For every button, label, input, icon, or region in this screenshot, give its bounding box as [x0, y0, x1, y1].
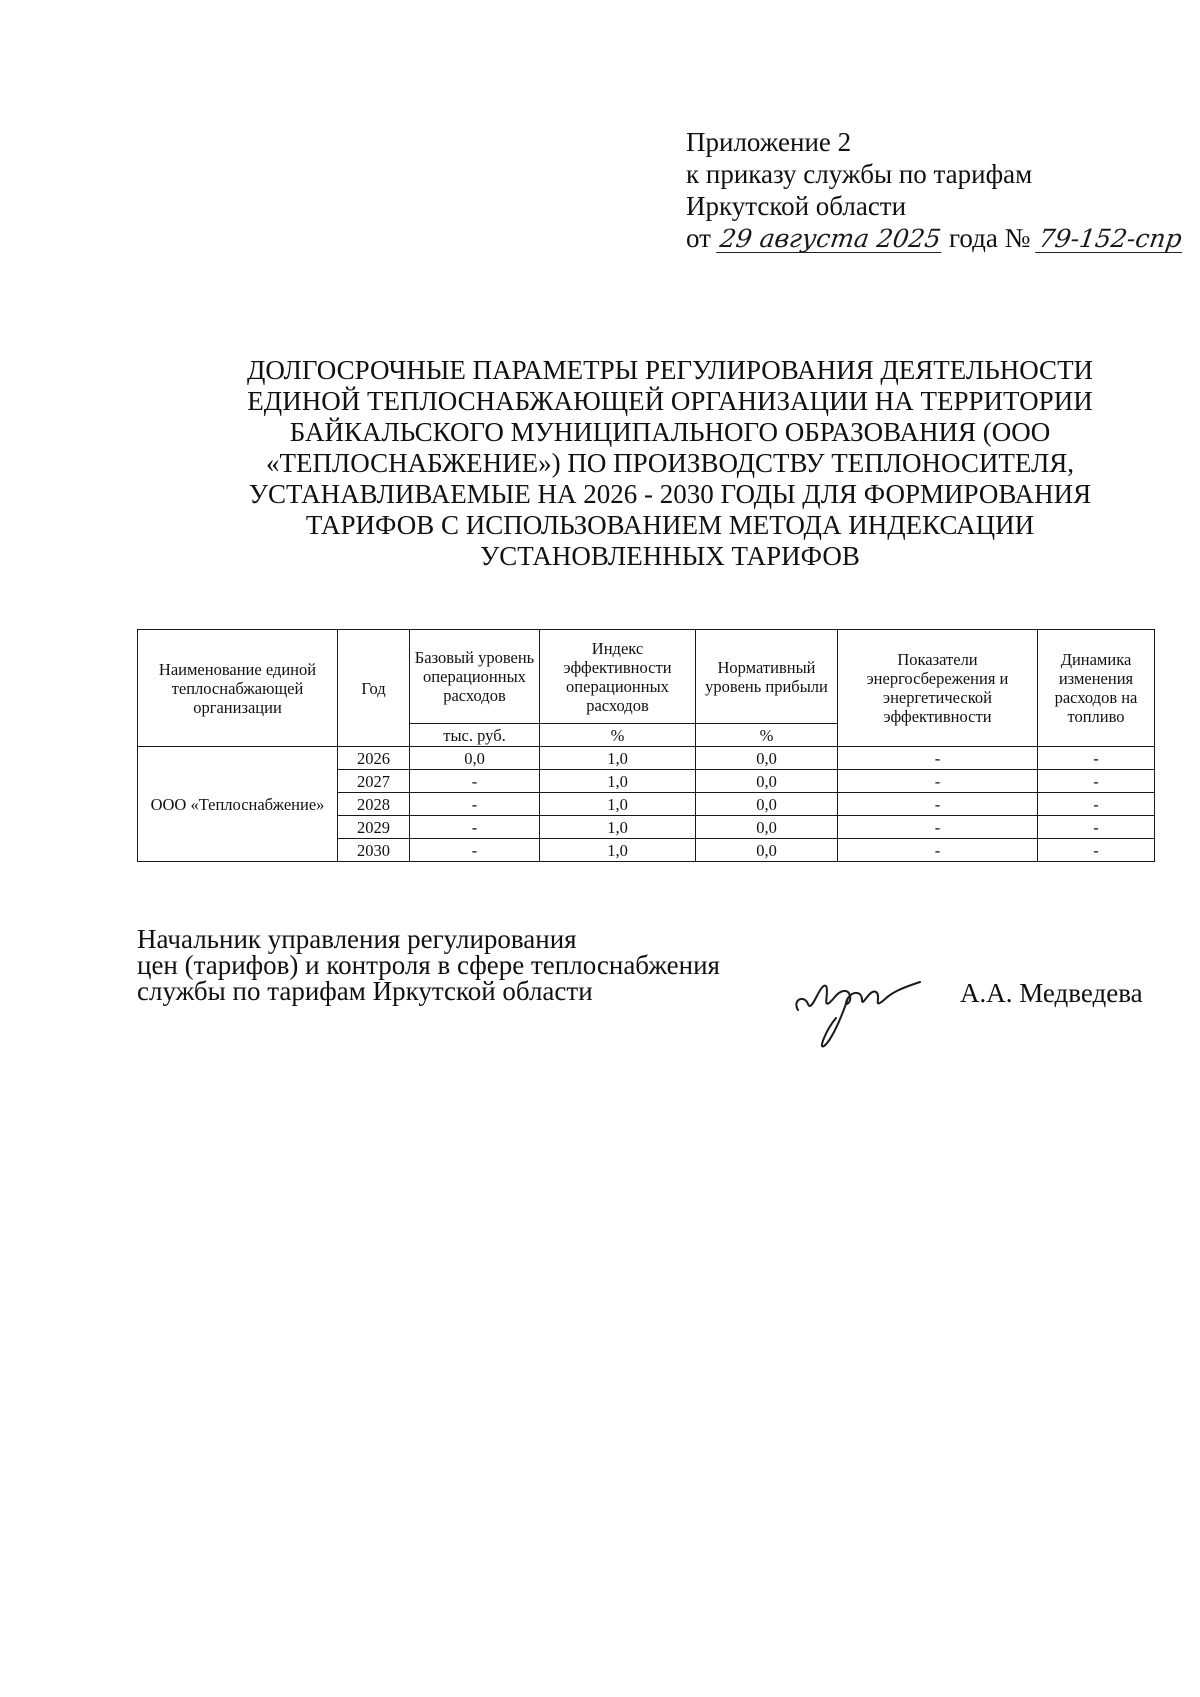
position-line-2: цен (тарифов) и контроля в сфере теплоснабжения: [137, 950, 720, 980]
cell-index: 1,0: [540, 747, 696, 770]
position-line-3: службы по тарифам Иркутской области: [137, 976, 593, 1006]
org-name-cell: ООО «Теплоснабжение»: [138, 747, 338, 862]
cell-base: 0,0: [410, 747, 540, 770]
cell-energy: -: [838, 839, 1038, 862]
appendix-date-line: [686, 222, 1184, 254]
appendix-line-2: к приказу службы по тарифам: [686, 159, 1033, 189]
title-line-1: ДОЛГОСРОЧНЫЕ ПАРАМЕТРЫ РЕГУЛИРОВАНИЯ ДЕЯТЕЛЬНОСТИ: [246, 355, 1094, 385]
cell-index: 1,0: [540, 839, 696, 862]
title-line-4: «ТЕПЛОСНАБЖЕНИЕ») ПО ПРОИЗВОДСТВУ ТЕПЛОНОСИТЕЛЯ,: [265, 448, 1075, 478]
header-year: Год: [338, 630, 410, 747]
table-row: [138, 747, 1155, 770]
cell-year: 2026: [338, 747, 410, 770]
appendix-block: [686, 126, 1184, 254]
date-suffix: года №: [949, 223, 1031, 253]
cell-index: 1,0: [540, 793, 696, 816]
cell-year: 2027: [338, 770, 410, 793]
cell-profit: 0,0: [696, 747, 838, 770]
appendix-line-3: Иркутской области: [686, 191, 907, 221]
cell-year: 2029: [338, 816, 410, 839]
cell-index: 1,0: [540, 770, 696, 793]
header-profit-level: Нормативный уровень прибыли: [696, 630, 838, 724]
handwritten-signature: [790, 952, 940, 1052]
cell-fuel: -: [1038, 770, 1155, 793]
header-org: Наименование единой теплоснабжающей организации: [138, 630, 338, 747]
date-prefix: от: [686, 223, 711, 253]
cell-energy: -: [838, 770, 1038, 793]
cell-base: -: [410, 770, 540, 793]
cell-profit: 0,0: [696, 793, 838, 816]
handwritten-date: 29 августа 2025: [717, 224, 943, 253]
parameters-table: [137, 629, 1155, 862]
appendix-line-1: Приложение 2: [686, 127, 852, 157]
title-line-6: ТАРИФОВ С ИСПОЛЬЗОВАНИЕМ МЕТОДА ИНДЕКСАЦИИ: [305, 510, 1035, 540]
cell-base: -: [410, 839, 540, 862]
unit-base-opex: тыс. руб.: [410, 724, 540, 747]
cell-fuel: -: [1038, 747, 1155, 770]
cell-base: -: [410, 816, 540, 839]
cell-year: 2030: [338, 839, 410, 862]
cell-profit: 0,0: [696, 770, 838, 793]
cell-profit: 0,0: [696, 816, 838, 839]
cell-energy: -: [838, 816, 1038, 839]
header-efficiency-index: Индекс эффективности операционных расходов: [540, 630, 696, 724]
handwritten-order-number: 79-152-спр: [1037, 224, 1184, 253]
document-title: [215, 355, 1125, 572]
signer-name: А.А. Медведева: [960, 978, 1143, 1008]
cell-energy: -: [838, 747, 1038, 770]
cell-profit: 0,0: [696, 839, 838, 862]
cell-fuel: -: [1038, 839, 1155, 862]
cell-index: 1,0: [540, 816, 696, 839]
position-line-1: Начальник управления регулирования: [137, 924, 577, 954]
title-line-7: УСТАНОВЛЕННЫХ ТАРИФОВ: [480, 541, 860, 571]
title-line-5: УСТАНАВЛИВАЕМЫЕ НА 2026 - 2030 ГОДЫ ДЛЯ ФОРМИРОВАНИЯ: [248, 479, 1092, 509]
header-fuel-dynamics: Динамика изменения расходов на топливо: [1038, 630, 1155, 747]
title-line-3: БАЙКАЛЬСКОГО МУНИЦИПАЛЬНОГО ОБРАЗОВАНИЯ (ООО: [289, 417, 1051, 447]
header-base-opex: Базовый уровень операционных расходов: [410, 630, 540, 724]
signatory-position: [137, 926, 720, 1004]
cell-fuel: -: [1038, 793, 1155, 816]
cell-energy: -: [838, 793, 1038, 816]
cell-base: -: [410, 793, 540, 816]
unit-efficiency-index: %: [540, 724, 696, 747]
title-line-2: ЕДИНОЙ ТЕПЛОСНАБЖАЮЩЕЙ ОРГАНИЗАЦИИ НА ТЕРРИТОРИИ: [247, 386, 1093, 416]
header-energy-saving: Показатели энергосбережения и энергетической эффективности: [838, 630, 1038, 747]
unit-profit-level: %: [696, 724, 838, 747]
cell-year: 2028: [338, 793, 410, 816]
cell-fuel: -: [1038, 816, 1155, 839]
